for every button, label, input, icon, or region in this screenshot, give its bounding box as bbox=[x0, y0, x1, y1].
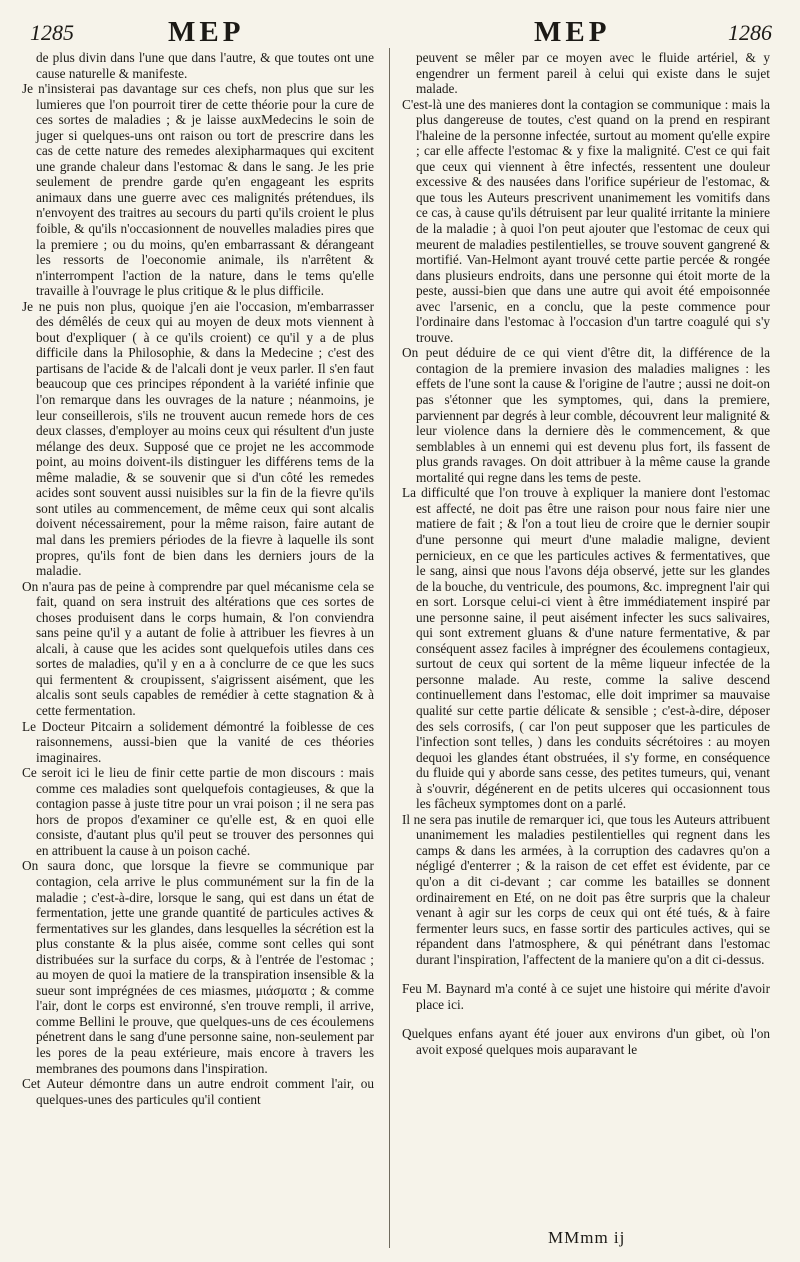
paragraph: Le Docteur Pitcairn a solidement démontré la foiblesse de ces raisonnemens, aussi-bien que la vanité de ces théories imaginaires. bbox=[22, 718, 374, 765]
paragraph: Cet Auteur démontre dans un autre endroit comment l'air, ou quelques-unes des particules qu'il contient bbox=[22, 1076, 374, 1107]
paragraph: C'est-là une des manieres dont la contagion se communique : mais la plus dangereuse de toutes, c'est quand on la prend en respirant l'haleine de la personne infectée, surtout au moment qu'elle expire ; car elle affecte l'estomac & y fixe la malignité. C'est ce qui fait que ceux qui viennent à être infectés, ressentent une douleur excessive & des nausées dans l'orifice supérieur de l'estomac, & que tous les Auteurs prescrivent unanimement les vomitifs dans ce cas, à cause qu'ils détruisent par leur qualité irritante la miniere de la maladie ; à quoi l'on peut ajouter que l'estomac de ceux qui meurent de maladies pestilentielles, se trouve souvent gangrené & mortifié. Van-Helmont ayant trouvé cette partie percée & rongée dans plusieurs endroits, dans une personne qui étoit morte de la peste, aussi-bien que dans une autre qui avoit été empoisonnée avec l'arsenic, en a conclu, que la peste commence pour l'ordinaire dans l'estomac à l'occasion d'un tartre coagulé qui s'y trouve. bbox=[402, 96, 770, 345]
paragraph: Je n'insisterai pas davantage sur ces chefs, non plus que sur les lumieres que l'on pourroit tirer de cette théorie pour la cure de ces sortes de maladies ; & je laisse auxMedecins le soin de juger si quelques-uns ont raison ou tort de prescrire dans les cas de cette nature des remedes alexipharmaques qui excitent une grande chaleur dans l'estomac & dans le sang. Je les prie seulement de prendre garde qu'en engageant les esprits animaux dans une guerre avec ces malignités prétendues, ils n'envoyent des traitres au secours du parti qu'ils croient le plus foible, & qu'ils n'occasionnent de nouvelles maladies pires que la premiere ; ou du moins, qu'en embarrassant & dérangeant les ressorts de l'oeconomie animale, ils n'arrêtent & n'interrompent l'action de la nature, dans le tems qu'elle travaille à l'ouvrage le plus critique & le plus difficile. bbox=[22, 81, 374, 299]
left-page-number: 1285 bbox=[30, 20, 74, 45]
page-header bbox=[22, 16, 782, 50]
paragraph: peuvent se mêler par ce moyen avec le fluide artériel, & y engendrer un ferment pareil à celui qui existe dans le sujet malade. bbox=[416, 50, 770, 97]
signature-mark: MMmm ij bbox=[548, 1228, 626, 1247]
left-column bbox=[22, 50, 374, 1107]
paragraph: La difficulté que l'on trouve à expliquer la maniere dont l'estomac est affecté, ne doit pas être une raison pour nous faire nier une matiere de fait ; & l'on a tout lieu de croire que le dernier soupir d'une personne qui meurt d'une maladie maligne, devient pernicieux, en ce que les particules actives & fermentatives, que le sang, ainsi que nous l'avons déja observé, jette sur les glandes de la bouche, du ventricule, des poumons, &c. impregnent l'air qui en sort. Lorsque celui-ci vient à être immédiatement inspiré par une personne saine, il peut aisément infecter les sucs salivaires, qui sont extrement gluans & d'une nature fermentative, & par conséquent assez faciles à imprégner des écoulemens contagieux, surtout de ceux qui sortent de la même liqueur infectée de la personne malade. Au reste, comme la salive descend continuellement dans l'estomac, elle doit imprimer sa mauvaise qualité sur cette partie délicate & sensible ; c'est-à-dire, déposer des sels corrosifs, ( car l'on peut supposer que les particules de l'infection sont telles, ) dans les conduits sécrétoires : au moyen dequoi les glandes étant obstruées, il s'y forme, en conséquence du fluide qui y aborde sans cesse, des petites tumeurs, qui, venant à s'ouvrir, dégénerent en de petits ulceres qui occasionnent tous les fâcheux symptomes dont on a parlé. bbox=[402, 485, 770, 812]
right-page-number: 1286 bbox=[728, 20, 772, 45]
paragraph: On n'aura pas de peine à comprendre par quel mécanisme cela se fait, quand on sera instruit des altérations que ces sortes de choses produisent dans le corps humain, & l'on conviendra sans peine qu'il y a autant de folie à attribuer les fievres à un alcali, à cause que les acides sont quelquefois utiles dans ces sortes de maladies, qu'il y en a à conclurre de ce que les sucs qui fermentent & croupissent, s'aigrissent aisément, que les alcalis sont seuls capables de remédier à cette stagnation & à cette fermentation. bbox=[22, 578, 374, 718]
right-column bbox=[402, 50, 770, 1057]
paragraph: Je ne puis non plus, quoique j'en aie l'occasion, m'embarrasser des démêlés de ceux qui au moyen de deux mots viennent à bout d'expliquer ( à ce qu'ils croient) ce qu'il y a de plus difficile dans la Philosophie, & dans la Medecine ; c'est des partisans de l'acide & de l'alcali dont je veux parler. Il s'en faut beaucoup que ces principes répondent à la variété infinie que l'on remarque dans les ouvrages de la nature ; néanmoins, je leur conseillerois, s'ils ne trouvent aucun remede hors de ces deux classes, d'employer au moins ceux qui résultent d'un juste mélange des deux. Supposé que ce projet ne les accommode point, au moins doivent-ils distinguer les différens tems de la même maladie, & se souvenir que si d'un côté les remedes acides sont souvent aussi nuisibles sur la fin de la fievre qu'ils sont utiles au commencement, de même ceux qui sont alcalis doivent nécessairement, pour la même raison, faire autant de mal dans les premiers périodes de la fievre à laquelle ils sont propres, qu'ils font de bien dans les derniers jours de la maladie. bbox=[22, 298, 374, 579]
paragraph: Quelques enfans ayant été jouer aux environs d'un gibet, où l'on avoit exposé quelques mois auparavant le bbox=[402, 1026, 770, 1057]
paragraph: Ce seroit ici le lieu de finir cette partie de mon discours : mais comme ces maladies sont quelquefois contagieuses, & que la contagion passe à juste titre pour un vrai poison ; il ne sera pas hors de propos d'examiner ce qu'elle est, & en quoi elle consiste, d'autant plus qu'il peut se trouver des personnes qui en attribuent la cause à un poison caché. bbox=[22, 765, 374, 858]
paragraph: On peut déduire de ce qui vient d'être dit, la différence de la contagion de la premiere invasion des maladies malignes : les effets de l'une sont la cause & l'origine de l'autre ; aussi ne doit-on pas s'étonner que les symptomes, qui, dans la premiere, parviennent par degrés à leur comble, découvrent leur malignité & leur violence dans la derniere dès le commencement, & que semblables à un ennemi qui est devenu plus fort, ils fassent de plus grands ravages. On doit attribuer à la même cause la grande mortalité qui regne dans les tems de peste. bbox=[402, 345, 770, 485]
right-running-head: MEP bbox=[534, 16, 611, 48]
paragraph: On saura donc, que lorsque la fievre se communique par contagion, cela arrive le plus communément sur la fin de la maladie ; c'est-à-dire, lorsque le sang, qui est dans un état de fermentation, jette une grande quantité de particules actives & fermentatives sur les glandes, dans lesquelles la sécrétion est la plus constante & la plus aisée, comme sont celles qui sont distribuées sur la surface du corps, & à l'entrée de l'estomac ; au moyen de quoi la matiere de la transpiration insensible & la sueur sont imprégnées de ces miasmes, μιάσματα ; & comme l'air, dont le corps est environné, s'en trouve rempli, il arrive, comme Bellini le prouve, que quelques-uns de ces écoulemens pénetrent dans le sang d'une personne saine, non-seulement par les pores de la peau extérieure, mais encore à travers les membranes des poumons dans l'inspiration. bbox=[22, 858, 374, 1076]
paragraph: Il ne sera pas inutile de remarquer ici, que tous les Auteurs attribuent unanimement les maladies pestilentielles qui regnent dans les camps & dans les armées, à la corruption des cadavres qu'on a négligé d'enterrer ; & la raison de cet effet est évidente, par ce qu'on a dit ci-devant ; car comme les batailles se donnent ordinairement en Eté, on ne doit pas être surpris que la chaleur venant à agir sur les corps de ceux qui ont été tués, & à faire fermenter leurs sucs, en fasse sortir des particules actives, qui se répandent dans l'atmosphere, & qui pénétrant dans l'estomac durant l'inspiration, l'affectent de la maniere qu'on a dit ci-dessus. bbox=[402, 811, 770, 967]
column-divider bbox=[389, 48, 390, 1248]
paragraph: Feu M. Baynard m'a conté à ce sujet une histoire qui mérite d'avoir place ici. bbox=[402, 981, 770, 1012]
left-running-head: MEP bbox=[168, 16, 245, 48]
paragraph: de plus divin dans l'une que dans l'autre, & que toutes ont une cause naturelle & manifeste. bbox=[36, 50, 374, 81]
